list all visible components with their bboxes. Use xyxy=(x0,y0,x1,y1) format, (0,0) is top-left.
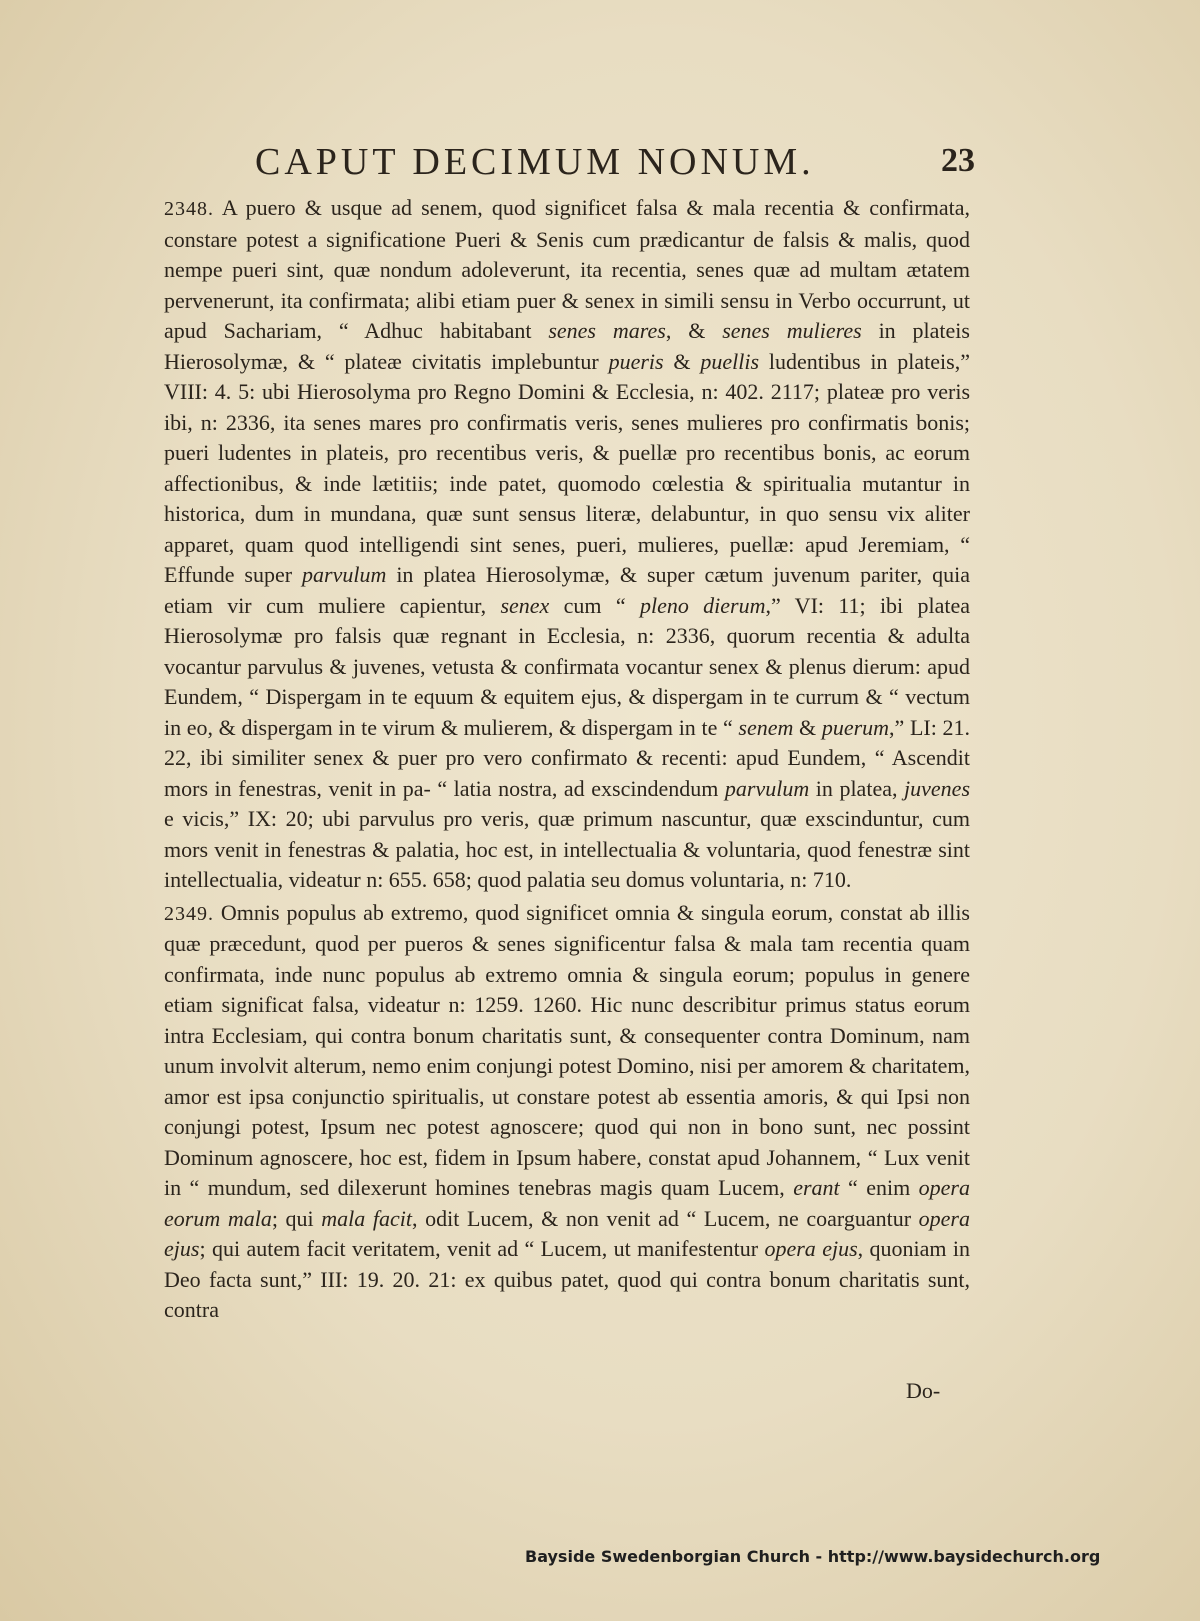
italic-run: parvulum xyxy=(302,562,387,587)
catchword: Do- xyxy=(906,1378,941,1403)
italic-run: opera ejus xyxy=(164,1205,970,1261)
text-run: ludentibus in plateis,” VIII: 4. 5: ubi Hierosolyma pro Regno Domini & Ecclesia, n: 402. 2117; plateæ pro veris ibi, n: 2336, ita senes mares pro confirmatis veris, senes mulieres pro confirmatis bonis; pueri ludentes in plateis, pro recentibus veris, & puellæ pro recentibus bonis, ac eorum affectionibus, & inde lætitiis; inde patet, quomodo cœlestia & spiritualia mutantur in historica, dum in mundana, quæ sunt sensus literæ, delabuntur, in quo sensu vix aliter apparet, quam quod intelligendi sint senes, pueri, mulieres, puellæ: apud Jeremiam, “ Effunde super xyxy=(164,348,970,587)
paragraph-2349 xyxy=(164,898,970,1326)
text-run: & xyxy=(793,714,822,740)
italic-run: parvulum xyxy=(724,775,810,801)
italic-run: erant xyxy=(793,1175,840,1200)
text-run: e vicis,” IX: 20; ubi parvulus pro veris, quæ primum nascuntur, quæ exscinduntur, cum mors venit in fenestras & palatia, hoc est, in intellectualia & voluntaria, quod fenestræ sint intellectualia, videatur n: 655. 658; quod palatia seu domus voluntaria, n: 710. xyxy=(164,806,970,892)
italic-run: pleno dierum xyxy=(639,592,766,618)
italic-run: mala facit xyxy=(321,1205,412,1231)
text-run: in plateis Hierosolymæ, & “ plateæ civitatis implebuntur xyxy=(164,318,970,374)
paragraph-2348 xyxy=(164,193,970,896)
italic-run: puerum xyxy=(821,714,890,740)
body-text xyxy=(164,193,970,1326)
italic-run: opera eorum mala xyxy=(164,1175,970,1231)
text-run: ,” VI: 11; ibi platea Hierosolymæ pro falsis quæ regnant in Ecclesia, n: 2336, quorum recentia & adulta vocantur parvulus & juvenes, vetusta & confirmata vocantur senex & plenus dierum: apud Eundem, “ Dispergam in te equum & equitem ejus, & dispergam in te currum & “ vectum in eo, & dispergam in te virum & mulierem, & dispergam in te “ xyxy=(164,592,971,740)
text-run: ; qui xyxy=(271,1205,322,1231)
page-number: 23 xyxy=(941,142,975,179)
italic-run: senem xyxy=(738,714,794,740)
italic-run: juvenes xyxy=(904,775,970,801)
text-run: & xyxy=(663,348,701,374)
text-run: Omnis populus ab extremo, quod significet omnia & singula eorum, constat ab illis quæ præcedunt, quod per pueros & senes significentur falsa & mala tam recentia quam confirmata, inde nunc populus ab extremo omnia & singula eorum; populus in genere etiam significat falsa, videatur n: 1259. 1260. Hic nunc describitur primus status eorum intra Ecclesiam, qui contra bonum charitatis sunt, & consequenter contra Dominum, nam unum involvit alterum, nemo enim conjungi potest Domino, nisi per amorem & charitatem, amor est ipsa conjunctio spiritualis, ut constare potest ab essentia amoris, & qui Ipsi non conjungi potest, Ipsum nec potest agnoscere; quod qui non in bono sunt, nec possint Dominum agnoscere, hoc est, fidem in Ipsum habere, constat apud Johannem, “ Lux venit in “ mundum, sed dilexerunt homines tenebras magis quam Lucem, xyxy=(164,899,970,1200)
text-run: “ enim xyxy=(839,1175,919,1200)
italic-run: senes mares xyxy=(548,318,666,343)
text-run: , odit Lucem, & non venit ad “ Lucem, ne coarguantur xyxy=(412,1205,919,1231)
text-run: ; qui autem facit veritatem, venit ad “ Lucem, ut manifestentur xyxy=(199,1236,765,1261)
text-run: ,” LI: 21. 22, ibi similiter senex & puer pro vero confirmato & recenti: apud Eundem, “ Ascendit mors in fenestras, venit in pa- “ latia nostra, ad exscindendum xyxy=(164,714,970,801)
paragraph-body xyxy=(164,900,970,1323)
text-run: A puero & usque ad senem, quod significet falsa & mala recentia & confirmata, constare potest a significatione Pueri & Senis cum prædicantur de falsis & malis, quod nempe pueri sint, quæ nondum adoleverunt, ita recentia, senes quæ ad multam ætatem pervenerunt, ita confirmata; alibi etiam puer & senex in simili sensu in Verbo occurrunt, ut apud Sachariam, “ Adhuc habitabant xyxy=(164,195,970,343)
watermark-credit: Bayside Swedenborgian Church - http://www.baysidechurch.org xyxy=(525,1547,1101,1566)
text-run: in platea, xyxy=(809,775,905,801)
italic-run: senex xyxy=(500,592,550,618)
page-header xyxy=(255,140,975,190)
text-run: , & xyxy=(665,318,723,343)
paragraph-number: 2349. xyxy=(164,902,214,925)
italic-run: senes mulieres xyxy=(722,318,862,343)
paragraph-number: 2348. xyxy=(164,198,214,220)
italic-run: opera ejus xyxy=(764,1236,858,1261)
paragraph-body xyxy=(164,195,970,892)
chapter-title: CAPUT DECIMUM NONUM. xyxy=(255,141,815,183)
italic-run: pueris xyxy=(608,348,664,374)
text-run: in platea Hierosolymæ, & super cætum juvenum pariter, quia etiam vir cum muliere capientur, xyxy=(164,562,970,618)
text-run: cum “ xyxy=(549,592,640,618)
italic-run: puellis xyxy=(700,348,760,374)
text-run: , quoniam in Deo facta sunt,” III: 19. 20. 21: ex quibus patet, quod qui contra bonum charitatis sunt, contra xyxy=(164,1236,971,1322)
